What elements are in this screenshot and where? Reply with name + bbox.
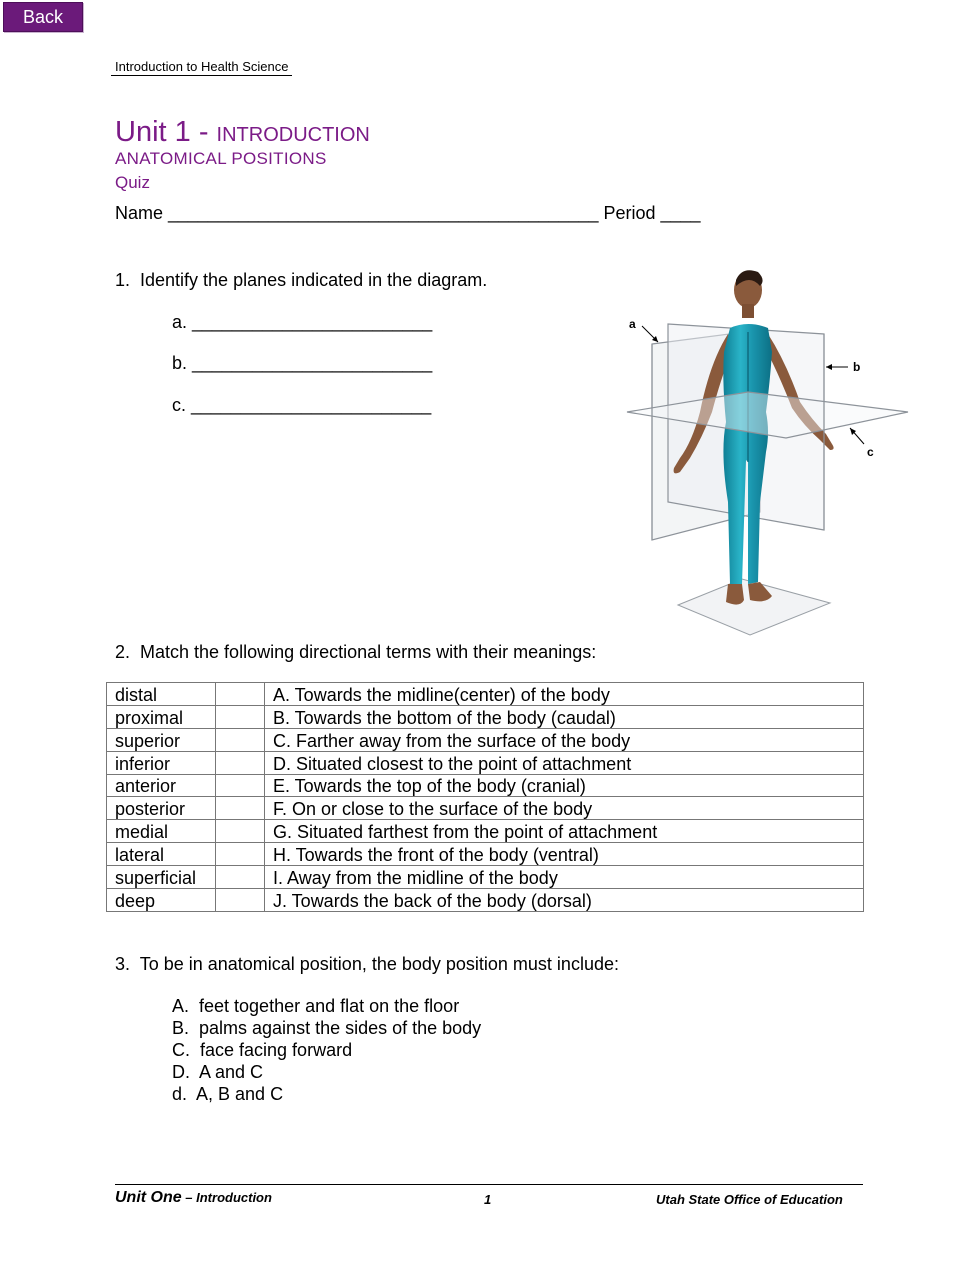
label-c: c <box>867 445 874 459</box>
meaning-cell: B. Towards the bottom of the body (caudal) <box>265 705 864 728</box>
table-row <box>107 774 864 797</box>
meaning-cell: G. Situated farthest from the point of attachment <box>265 820 864 843</box>
meaning-cell: F. On or close to the surface of the body <box>265 797 864 820</box>
term-cell: deep <box>107 889 216 912</box>
term-cell: superior <box>107 728 216 751</box>
meaning-cell: D. Situated closest to the point of attachment <box>265 751 864 774</box>
table-row <box>107 820 864 843</box>
back-button[interactable]: Back <box>3 2 83 32</box>
answer-cell[interactable] <box>216 820 265 843</box>
table-row <box>107 751 864 774</box>
blank-a: a. ________________________ <box>172 312 433 332</box>
term-cell: inferior <box>107 751 216 774</box>
table-row <box>107 797 864 820</box>
course-header: Introduction to Health Science <box>111 59 292 76</box>
term-cell: medial <box>107 820 216 843</box>
option-d: D. A and C <box>172 1062 264 1082</box>
answer-cell[interactable] <box>216 889 265 912</box>
table-row <box>107 683 864 706</box>
answer-cell[interactable] <box>216 728 265 751</box>
footer-publisher: Utah State Office of Education <box>656 1192 843 1207</box>
term-cell: posterior <box>107 797 216 820</box>
table-row <box>107 889 864 912</box>
footer-unit-name: Unit One <box>115 1189 182 1206</box>
answer-cell[interactable] <box>216 751 265 774</box>
option-c: C. face facing forward <box>172 1040 353 1060</box>
term-cell: anterior <box>107 774 216 797</box>
blank-c: c. ________________________ <box>172 395 432 415</box>
quiz-label: Quiz <box>115 173 150 192</box>
meaning-cell: E. Towards the top of the body (cranial) <box>265 774 864 797</box>
question-2-prompt: 2. Match the following directional terms with their meanings: <box>115 642 597 662</box>
answer-cell[interactable] <box>216 774 265 797</box>
term-cell: lateral <box>107 843 216 866</box>
meaning-cell: H. Towards the front of the body (ventral) <box>265 843 864 866</box>
answer-cell[interactable] <box>216 797 265 820</box>
page-subtitle: ANATOMICAL POSITIONS <box>115 149 327 168</box>
table-row <box>107 866 864 889</box>
question-1-prompt: 1. Identify the planes indicated in the diagram. <box>115 270 488 290</box>
anatomical-planes-diagram <box>600 262 920 642</box>
option-e: d. A, B and C <box>172 1084 284 1104</box>
meaning-cell: A. Towards the midline(center) of the body <box>265 683 864 706</box>
answer-cell[interactable] <box>216 843 265 866</box>
name-period-line: Name ___________________________________________ Period ____ <box>115 203 701 223</box>
blank-b: b. ________________________ <box>172 353 433 373</box>
meaning-cell: I. Away from the midline of the body <box>265 866 864 889</box>
table-row <box>107 705 864 728</box>
term-cell: distal <box>107 683 216 706</box>
page-number: 1 <box>484 1192 492 1207</box>
answer-cell[interactable] <box>216 683 265 706</box>
footer-divider <box>115 1184 863 1185</box>
unit-number: Unit 1 - <box>115 116 217 148</box>
footer-unit <box>115 1189 272 1207</box>
question-3-options <box>172 995 481 1105</box>
matching-table <box>106 682 864 912</box>
unit-section: INTRODUCTION <box>216 124 370 146</box>
answer-cell[interactable] <box>216 866 265 889</box>
label-a: a <box>629 317 636 331</box>
question-3-prompt: 3. To be in anatomical position, the body position must include: <box>115 954 619 974</box>
term-cell: proximal <box>107 705 216 728</box>
meaning-cell: J. Towards the back of the body (dorsal) <box>265 889 864 912</box>
footer-unit-section: – Introduction <box>181 1190 272 1205</box>
term-cell: superficial <box>107 866 216 889</box>
table-row <box>107 728 864 751</box>
option-a: A. feet together and flat on the floor <box>172 996 460 1016</box>
table-row <box>107 843 864 866</box>
answer-cell[interactable] <box>216 705 265 728</box>
option-b: B. palms against the sides of the body <box>172 1018 482 1038</box>
label-b: b <box>853 360 861 374</box>
meaning-cell: C. Farther away from the surface of the body <box>265 728 864 751</box>
